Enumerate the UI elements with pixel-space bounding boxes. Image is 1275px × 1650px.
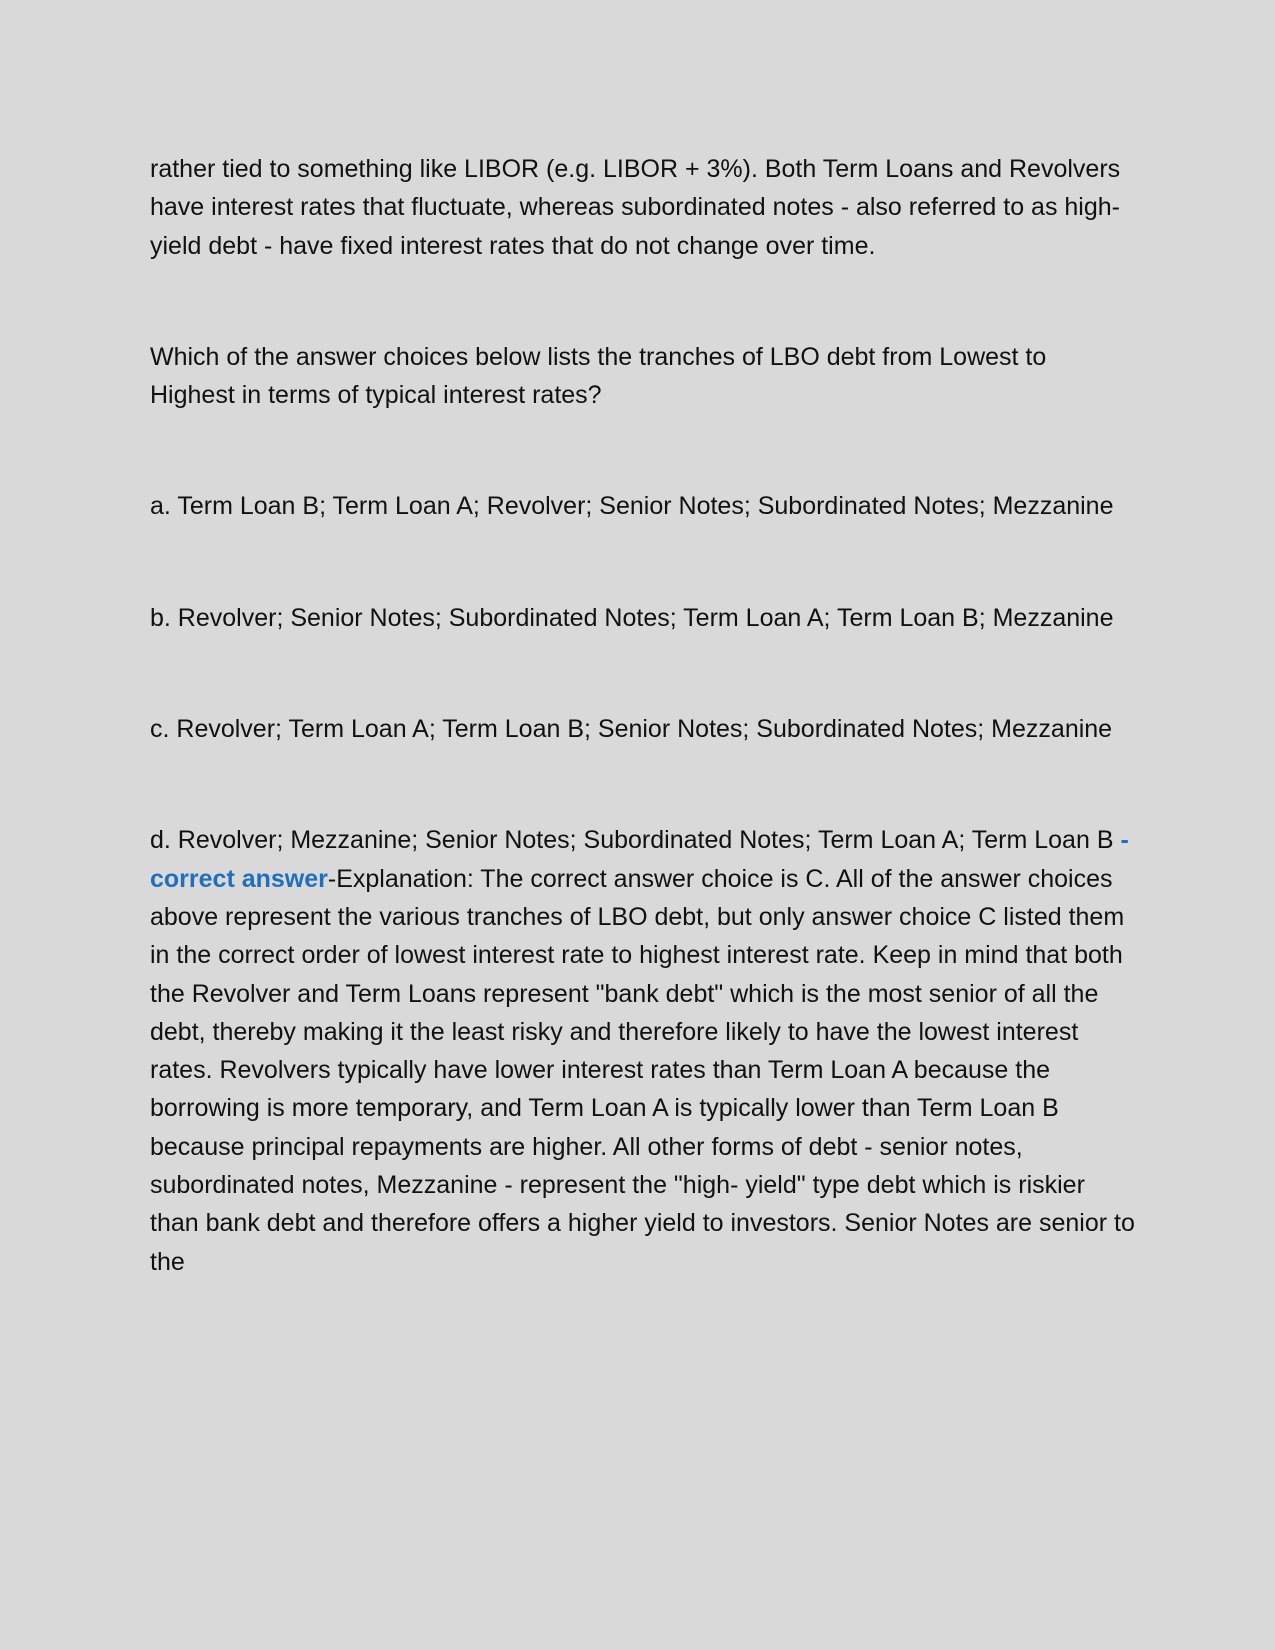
option-d: d. Revolver; Mezzanine; Senior Notes; Subordinated Notes; Term Loan A; Term Loan B	[150, 826, 1121, 855]
correct-answer-marker: - correct answer	[150, 826, 1129, 893]
option-c: c. Revolver; Term Loan A; Term Loan B; Senior Notes; Subordinated Notes; Mezzanine	[150, 715, 1113, 744]
option-d-with-explanation	[150, 821, 1135, 1281]
document-page	[150, 150, 1135, 1281]
option-a: a. Term Loan B; Term Loan A; Revolver; Senior Notes; Subordinated Notes; Mezzanine	[150, 492, 1114, 521]
intro-paragraph: rather tied to something like LIBOR (e.g. LIBOR + 3%). Both Term Loans and Revolvers have interest rates that fluctuate, whereas subordinated notes - also referred to as high-yield debt - have fixed interest rates that do not change over time.	[150, 155, 1121, 260]
question-paragraph: Which of the answer choices below lists the tranches of LBO debt from Lowest to Highest in terms of typical interest rates?	[150, 342, 1047, 410]
option-b: b. Revolver; Senior Notes; Subordinated Notes; Term Loan A; Term Loan B; Mezzanine	[150, 603, 1114, 632]
answer-explanation: -Explanation: The correct answer choice is C. All of the answer choices above represent the various tranches of LBO debt, but only answer choice C listed them in the correct order of lowest interest rate to highest interest rate. Keep in mind that both the Revolver and Term Loans represent "bank debt" which is the most senior of all the debt, thereby making it the least risky and therefore likely to have the lowest interest rates. Revolvers typically have lower interest rates than Term Loan A because the borrowing is more temporary, and Term Loan A is typically lower than Term Loan B because principal repayments are higher. All other forms of debt - senior notes, subordinated notes, Mezzanine - represent the "high- yield" type debt which is riskier than bank debt and therefore offers a higher yield to investors. Senior Notes are senior to the	[150, 864, 1135, 1276]
